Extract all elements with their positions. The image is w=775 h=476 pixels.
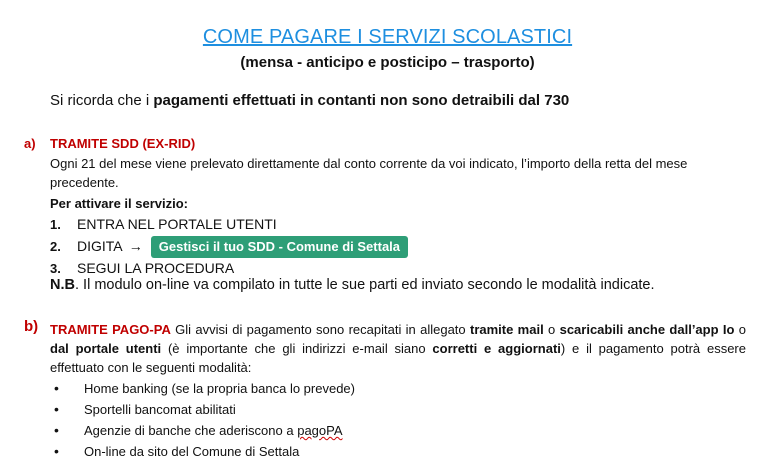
bold-run: corretti e aggiornati <box>432 341 561 356</box>
cash-payment-reminder <box>50 92 569 109</box>
list-item <box>54 378 355 399</box>
list-item <box>54 399 355 420</box>
bullet-icon: • <box>54 422 59 438</box>
list-item-text: On-line da sito del Comune di Settala <box>84 444 300 459</box>
step-item <box>50 213 408 235</box>
bold-run: dal portale utenti <box>50 341 162 356</box>
right-arrow-icon: → <box>128 238 143 254</box>
list-item-text: Sportelli bancomat abilitati <box>84 402 236 417</box>
reminder-bold: pagamenti effettuati in contanti non sono detraibili dal 730 <box>153 92 570 109</box>
bold-run: tramite mail <box>469 322 544 337</box>
bullet-icon: • <box>54 401 59 417</box>
section-a-heading: TRAMITE SDD (EX-RID) <box>50 136 196 151</box>
step-number: 3. <box>50 261 61 276</box>
step-number: 1. <box>50 217 61 232</box>
payment-methods-list <box>54 378 355 462</box>
step-number: 2. <box>50 239 61 254</box>
nota-bene-label: N.B <box>50 277 75 293</box>
list-item-text: Agenzie di banche che aderiscono a <box>84 423 298 438</box>
activation-steps <box>50 213 408 279</box>
nota-bene-text: . Il modulo on-line va compilato in tutte le sue parti ed inviato secondo le modalità indicate. <box>74 277 655 293</box>
text-run: o <box>734 322 746 337</box>
bullet-icon: • <box>54 380 59 396</box>
pagopa-word: pagoPA <box>297 423 343 438</box>
bullet-icon: • <box>54 443 59 459</box>
step-item <box>50 257 408 279</box>
section-a-label: a) <box>24 136 36 151</box>
text-run: ) e il pagamento potrà essere effettuato con le seguenti modalità: <box>50 341 746 375</box>
step-item <box>50 235 408 257</box>
section-b-description <box>50 320 746 377</box>
bold-run: scaricabili anche dall’app Io <box>559 322 735 337</box>
list-item-text: Home banking (se la propria banca lo prevede) <box>84 381 355 396</box>
section-b-heading: TRAMITE PAGO-PA <box>50 322 171 337</box>
section-b-label: b) <box>24 318 39 335</box>
page-subtitle: (mensa - anticipo e posticipo – trasporto) <box>240 54 535 71</box>
list-item <box>54 420 355 441</box>
section-a-description: Ogni 21 del mese viene prelevato direttamente dal conto corrente da voi indicato, l’importo della retta del mese precedente. <box>50 156 688 190</box>
page-title: COME PAGARE I SERVIZI SCOLASTICI <box>202 26 573 48</box>
activate-service-label: Per attivare il servizio: <box>50 196 189 211</box>
step-text: DIGITA <box>77 238 122 254</box>
manage-sdd-button[interactable]: Gestisci il tuo SDD - Comune di Settala <box>151 236 408 258</box>
text-run: (è importante che gli indirizzi e-mail siano <box>161 341 433 356</box>
step-text: SEGUI LA PROCEDURA <box>77 260 235 276</box>
text-run: o <box>543 322 560 337</box>
reminder-prefix: Si ricorda che i <box>50 92 154 109</box>
text-run: Gli avvisi di pagamento sono recapitati in allegato <box>170 322 470 337</box>
list-item <box>54 441 355 462</box>
nota-bene <box>50 277 655 293</box>
step-text: ENTRA NEL PORTALE UTENTI <box>77 216 277 232</box>
